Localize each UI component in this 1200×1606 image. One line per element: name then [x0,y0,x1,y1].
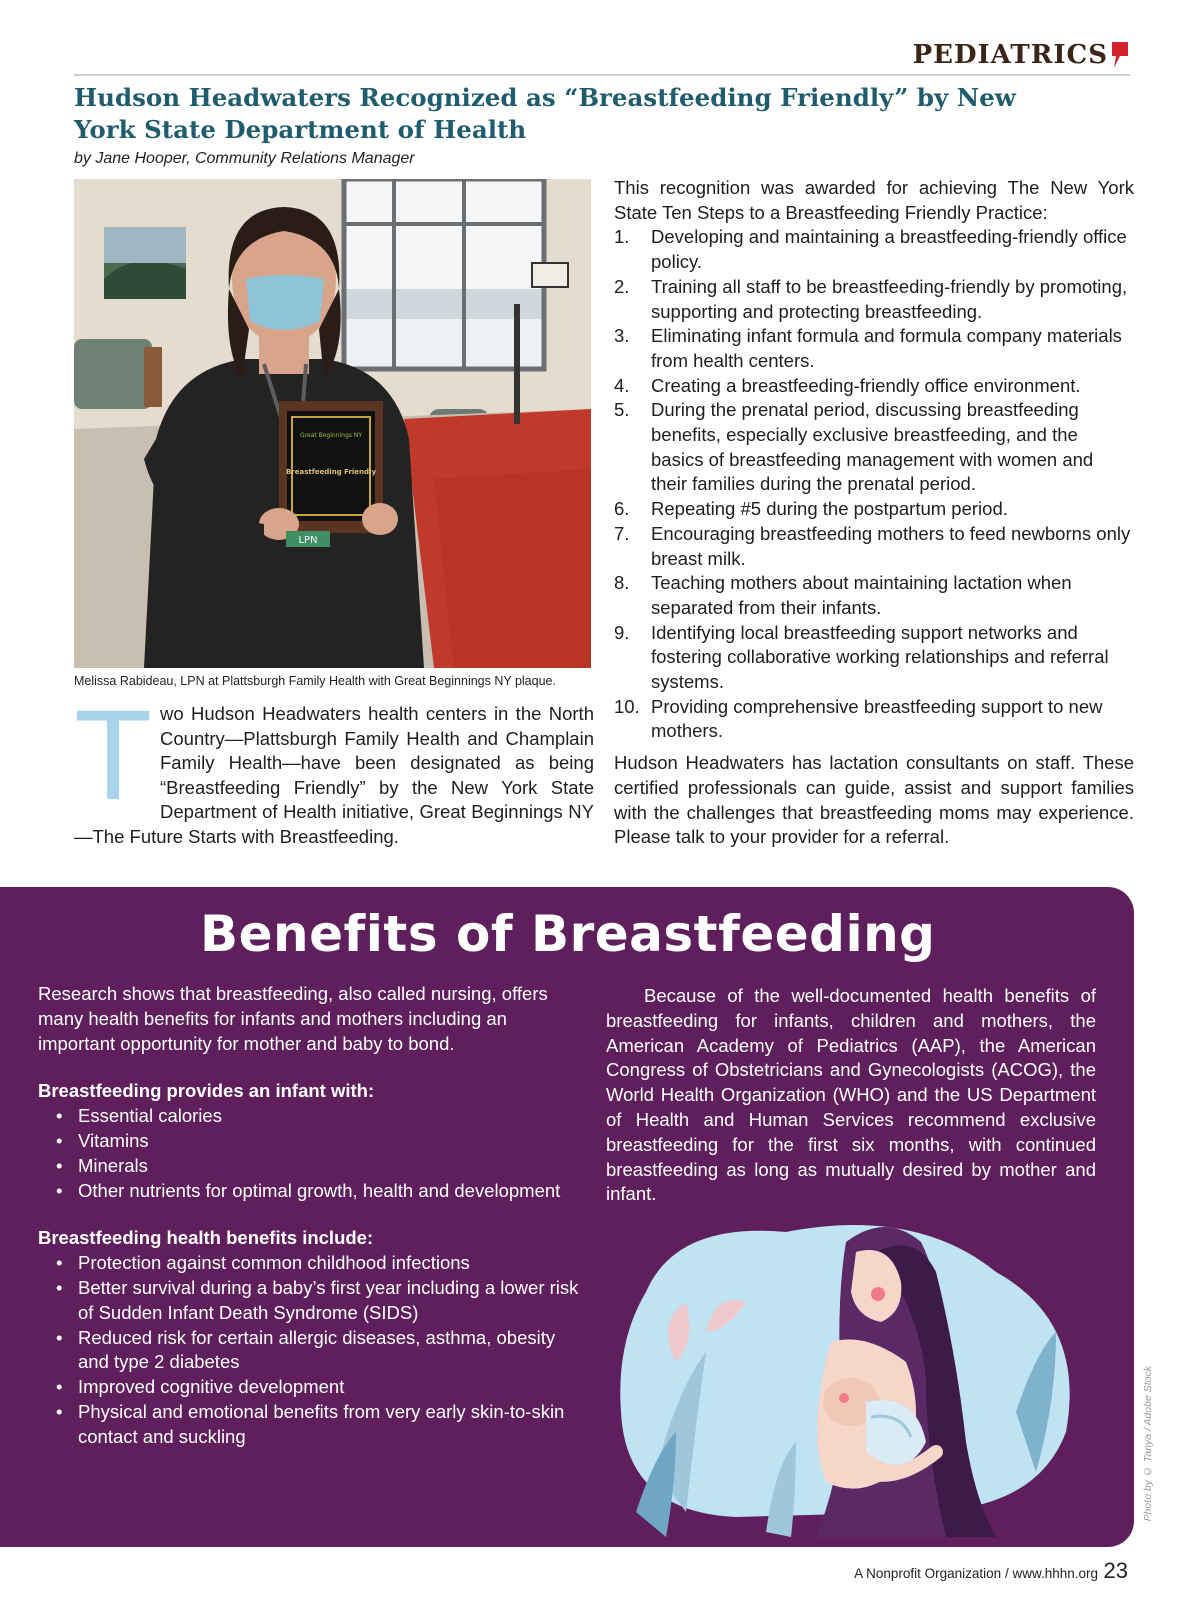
health-heading: Breastfeeding health benefits include: [38,1227,374,1249]
article-byline: by Jane Hooper, Community Relations Manager [74,150,415,167]
list-item: 8. Teaching mothers about maintaining lactation when separated from their infants. [614,572,1072,618]
list-item: • Vitamins [38,1129,583,1154]
list-item: 1. Developing and maintaining a breastfeeding-friendly office policy. [614,226,1127,273]
section-flag-icon [1110,40,1130,70]
ten-steps-list [614,225,1134,744]
ten-steps-column [614,176,1134,850]
list-item: • Better survival during a baby’s first year including a lower risk of Sudden Infant Death Syndrome (SIDS) [38,1276,583,1326]
article-photo [74,179,591,668]
list-item: 5. During the prenatal period, discussing breastfeeding benefits, especially exclusive breastfeeding, and the basics of breastfeeding management with women and their families during the prenatal period. [614,399,1094,495]
list-item: 9. Identifying local breastfeeding support networks and fostering collaborative working relationships and referral systems. [614,621,1109,693]
benefits-left-column [38,982,583,1450]
steps-lead: This recognition was awarded for achieving The New York State Ten Steps to a Breastfeeding Friendly Practice: [614,177,1134,223]
name-badge: LPN [298,535,318,546]
intro-text: wo Hudson Headwaters health centers in the North Country—Plattsburgh Family Health and Champlain Family Health—have been designated as being “Breastfeeding Friendly” by the New York State Department of Health initiative, Great Beginnings NY—The Future Starts with Breastfeeding. [74,703,594,847]
infant-list [38,1104,583,1203]
header-divider [74,74,1130,76]
list-item: • Reduced risk for certain allergic diseases, asthma, obesity and type 2 diabetes [38,1326,583,1376]
recommendation-paragraph: Because of the well-documented health benefits of breastfeeding for infants, children and mothers, the American Academy of Pediatrics (AAP), the American Congress of Obstetricians and Gynecologists (ACOG), the World Health Organization (WHO) and the US Department of Health and Human Services recommend exclusive breastfeeding for the first six months, with continued breastfeeding as long as mutually desired by mother and infant. [606,985,1096,1205]
drop-cap: T [74,684,153,827]
article-intro [74,684,594,849]
list-item: 6. Repeating #5 during the postpartum period. [614,498,1008,520]
photo-credit: Photo by © Tanya / Adobe Stock [1142,1366,1154,1522]
plaque-header: Great Beginnings NY [300,432,362,439]
list-item: • Protection against common childhood infections [38,1251,583,1276]
list-item: • Minerals [38,1154,583,1179]
list-item: • Other nutrients for optimal growth, health and development [38,1179,583,1204]
closing-paragraph: Hudson Headwaters has lactation consultants on staff. These certified professionals can guide, assist and support families with the challenges that breastfeeding moms may experience. Please talk to your provider for a referral. [614,752,1134,848]
list-item: 10. Providing comprehensive breastfeeding support to new mothers. [614,695,1103,742]
plaque-text: Breastfeeding Friendly [285,468,377,476]
list-item: 7. Encouraging breastfeeding mothers to feed newborns only breast milk. [614,522,1131,569]
list-item: 2. Training all staff to be breastfeeding-friendly by promoting, supporting and protecting breastfeeding. [614,275,1128,322]
benefits-title: Benefits of Breastfeeding [200,905,936,963]
health-list [38,1251,583,1449]
section-label: PEDIATRICS [912,40,1108,70]
list-item: • Improved cognitive development [38,1375,583,1400]
list-item: 3. Eliminating infant formula and formula company materials from health centers. [614,325,1122,371]
list-item: • Physical and emotional benefits from very early skin-to-skin contact and suckling [38,1400,583,1450]
infant-heading: Breastfeeding provides an infant with: [38,1080,375,1102]
photo-caption: Melissa Rabideau, LPN at Plattsburgh Family Health with Great Beginnings NY plaque. [74,674,556,688]
list-item: 4. Creating a breastfeeding-friendly office environment. [614,374,1081,396]
article-title: Hudson Headwaters Recognized as “Breastfeeding Friendly” by New York State Department of Health [74,83,1016,144]
benefits-right-column [606,984,1096,1207]
page-number: 23 [1103,1558,1128,1583]
footer-organization: A Nonprofit Organization / www.hhhn.org [854,1566,1098,1581]
benefits-intro: Research shows that breastfeeding, also called nursing, offers many health benefits for infants and mothers including an important opportunity for mother and baby to bond. [38,983,548,1054]
mother-baby-illustration [616,1212,1096,1537]
list-item: • Essential calories [38,1104,583,1129]
